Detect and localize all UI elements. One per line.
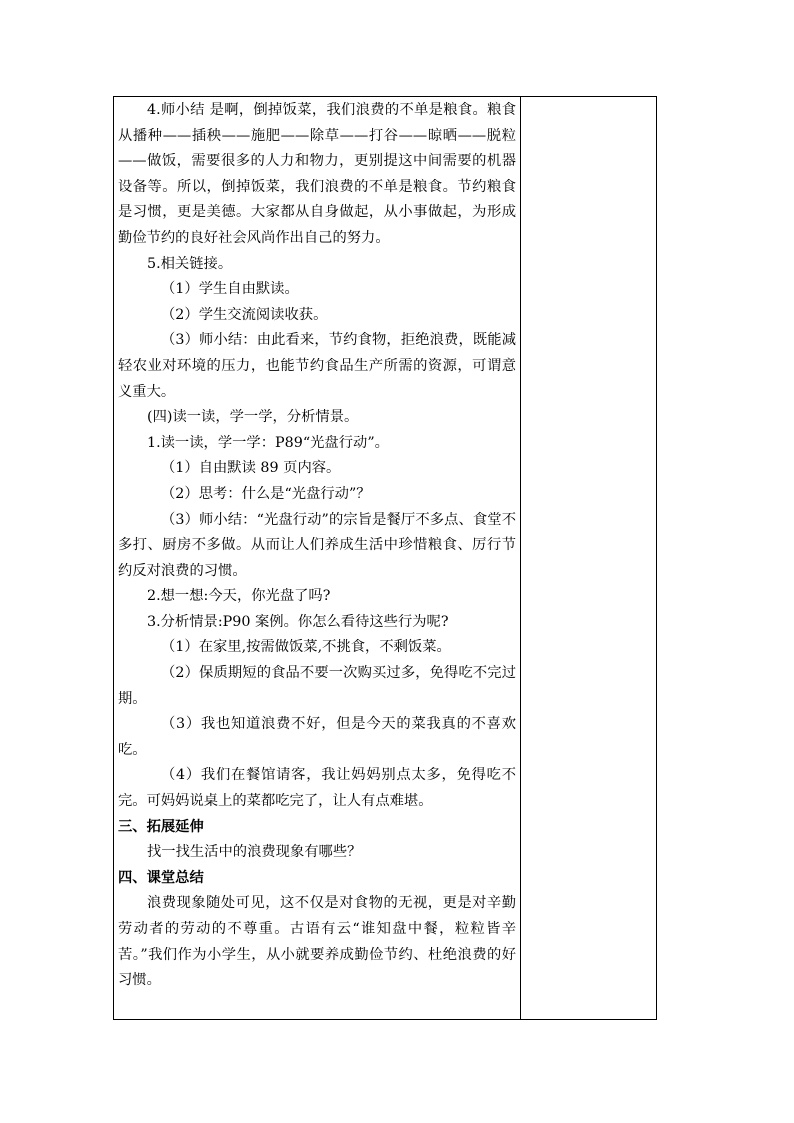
think-item: 2.想一想:今天，你光盘了吗? bbox=[147, 588, 331, 605]
teacher-summary-paragraph: 4.师小结 是啊，倒掉饭菜，我们浪费的不单是粮食。粮食从播种——插秧——施肥——除草——打谷——晾晒——脱粒——做饭，需要很多的人力和物力，更别提这中间需要的机器设备等。所以，倒掉饭菜，我们浪费的不单是粮食。节约粮食是习惯，更是美德。大家都从自身做起，从小事做起，为形成勤俭节约的良好社会风尚作出自己的努力。 bbox=[118, 102, 516, 246]
read-learn-item: 1.读一读，学一学：P89“光盘行动”。 bbox=[147, 434, 389, 451]
extension-heading: 三、拓展延伸 bbox=[118, 818, 204, 835]
summary-paragraph: 浪费现象随处可见，这不仅是对食物的无视，更是对辛勤劳动者的劳动的不尊重。古语有云“谁知盘中餐，粒粒皆辛苦。”我们作为小学生，从小就要养成勤俭节约、杜绝浪费的好习惯。 bbox=[118, 895, 516, 989]
analyze-item: 3.分析情景:P90 案例。你怎么看待这些行为呢? bbox=[147, 613, 449, 630]
step-silent-reading: （1）学生自由默读。 bbox=[161, 281, 299, 298]
extension-task: 找一找生活中的浪费现象有哪些？ bbox=[147, 844, 362, 861]
case-2: （2）保质期短的食品不要一次购买过多，免得吃不完过期。 bbox=[118, 665, 516, 707]
read-page-89: （1）自由默读 89 页内容。 bbox=[161, 460, 341, 477]
case-3: （3）我也知道浪费不好，但是今天的菜我真的不喜欢吃。 bbox=[118, 716, 516, 758]
case-4: （4）我们在餐馆请客，我让妈妈别点太多，免得吃不完。可妈妈说桌上的菜都吃完了，让人有点难堪。 bbox=[118, 767, 516, 810]
case-1: （1）在家里,按需做饭菜,不挑食，不剩饭菜。 bbox=[161, 639, 451, 656]
step-teacher-summary: （3）师小结：由此看来，节约食物，拒绝浪费，既能减轻农业对环境的压力，也能节约食品生产所需的资源，可谓意义重大。 bbox=[118, 332, 516, 400]
think-question: （2）思考：什么是“光盘行动”？ bbox=[161, 485, 371, 502]
step-share-gains: （2）学生交流阅读收获。 bbox=[161, 306, 328, 323]
lesson-table bbox=[113, 96, 657, 1020]
related-links-heading: 5.相关链接。 bbox=[147, 255, 233, 272]
clean-plate-summary: （3）师小结：“光盘行动”的宗旨是餐厅不多点、食堂不多打、厨房不多做。从而让人们养成生活中珍惜粮食、厉行节约反对浪费的习惯。 bbox=[118, 511, 516, 579]
lesson-content-cell bbox=[114, 97, 520, 1019]
notes-cell bbox=[521, 97, 656, 1019]
summary-heading: 四、课堂总结 bbox=[118, 869, 204, 886]
section-four-heading: (四)读一读，学一学，分析情景。 bbox=[147, 409, 359, 426]
